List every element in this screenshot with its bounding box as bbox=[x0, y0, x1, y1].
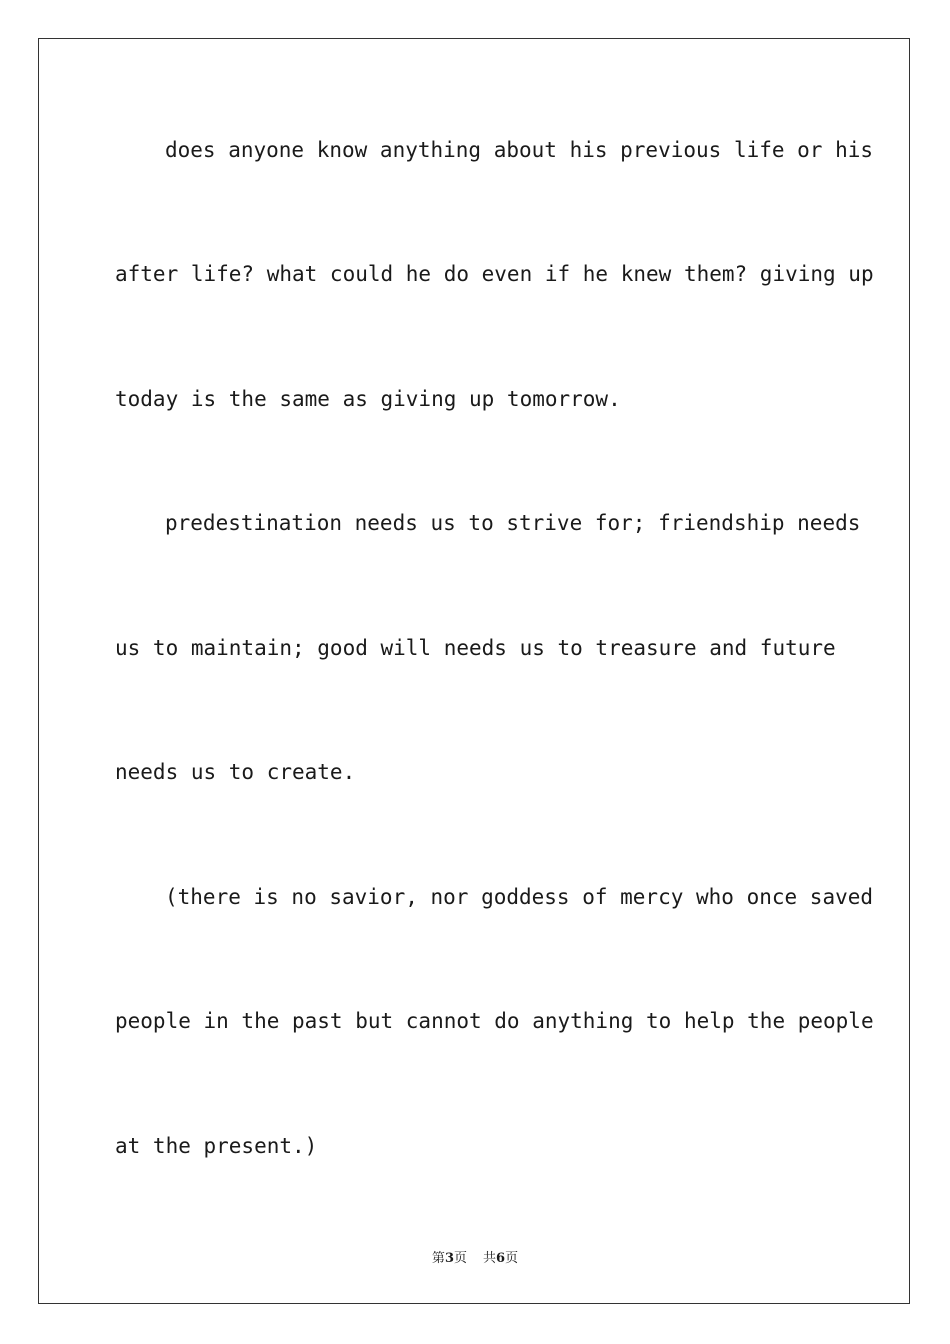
paragraph-3-line-2: people in the past but cannot do anything to help the people bbox=[115, 1009, 874, 1033]
paragraph-3-line-3: at the present.) bbox=[115, 1134, 318, 1158]
current-page-number: 3 bbox=[444, 1251, 454, 1266]
paragraph-2-line-3: needs us to create. bbox=[115, 760, 356, 784]
page-number-footer bbox=[0, 1247, 950, 1266]
paragraph-1-line-2: after life? what could he do even if he knew them? giving up bbox=[115, 262, 874, 286]
paragraph-2-line-1: predestination needs us to strive for; friendship needs bbox=[165, 511, 861, 535]
page-suffix: 页 bbox=[453, 1251, 467, 1266]
paragraph-2-line-2: us to maintain; good will needs us to treasure and future bbox=[115, 636, 836, 660]
page-border bbox=[38, 38, 910, 1304]
total-prefix: 共 bbox=[483, 1251, 497, 1266]
paragraph-1-line-3: today is the same as giving up tomorrow. bbox=[115, 387, 621, 411]
total-suffix: 页 bbox=[505, 1251, 519, 1266]
total-pages-number: 6 bbox=[496, 1251, 506, 1266]
paragraph-1-line-1: does anyone know anything about his previous life or his bbox=[165, 138, 874, 162]
page-prefix: 第 bbox=[431, 1251, 445, 1266]
paragraph-3-line-1: (there is no savior, nor goddess of mercy who once saved bbox=[165, 885, 874, 909]
